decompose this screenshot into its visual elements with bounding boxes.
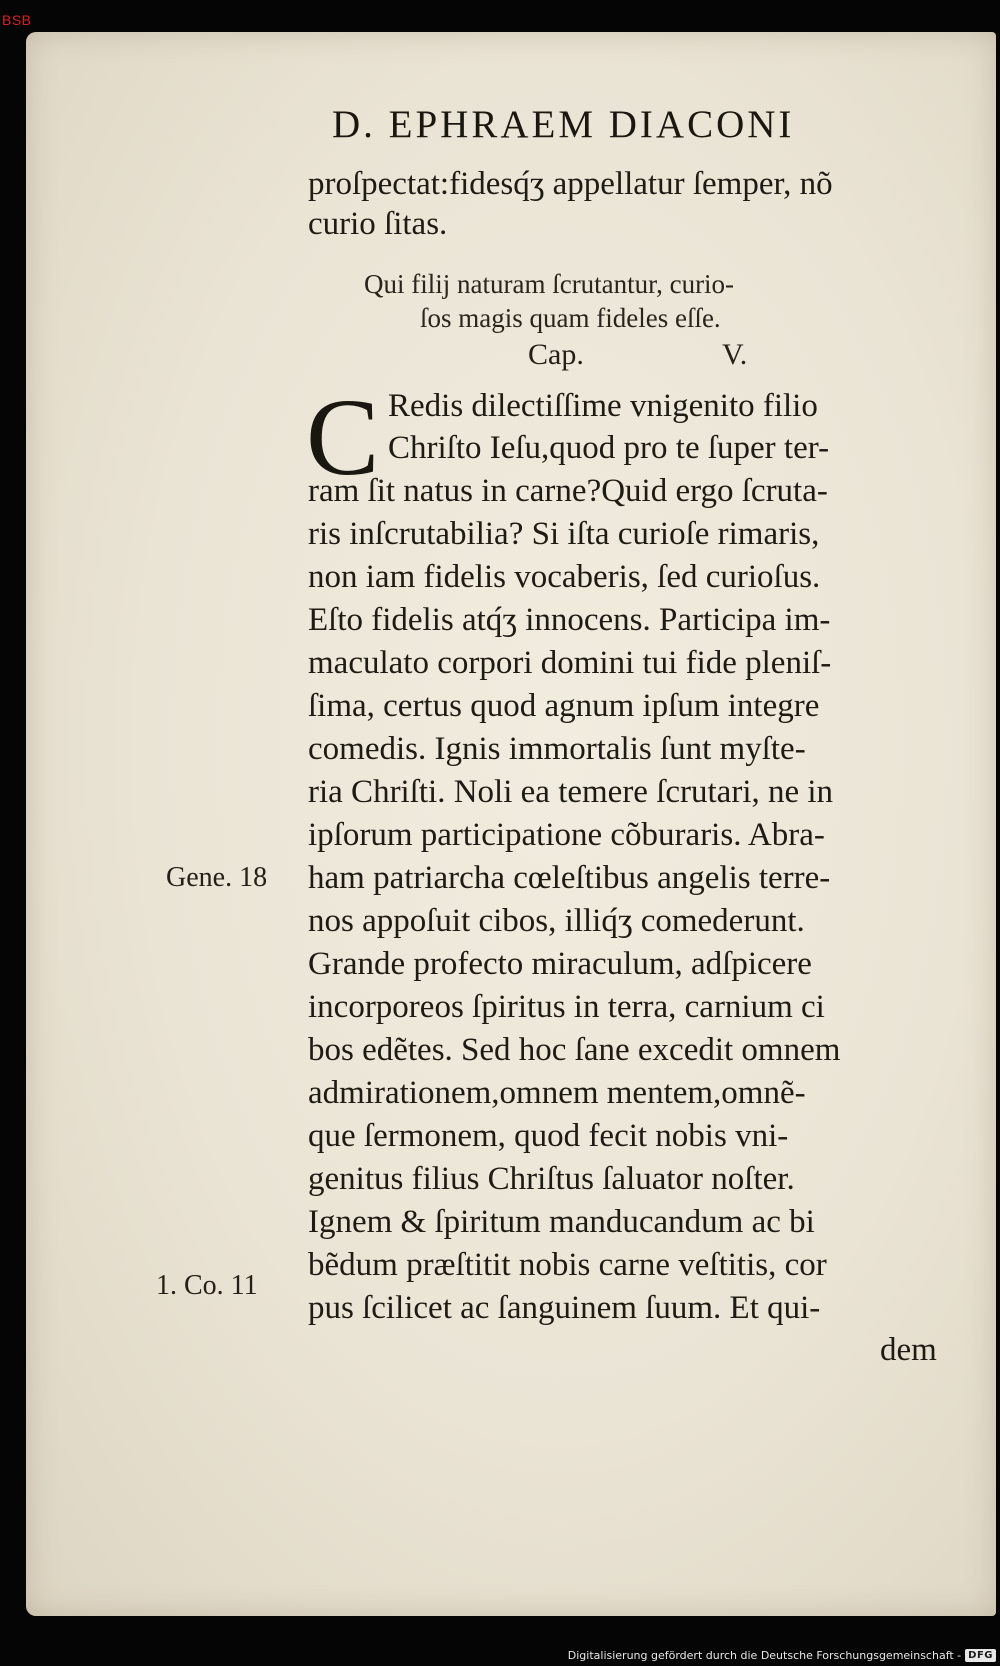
body-line: incorporeos ſpiritus in terra, carnium ci (308, 989, 825, 1025)
body-line: Eſto fidelis atq́ʒ innocens. Participa im- (308, 602, 831, 638)
body-line: bos edẽtes. Sed hoc ſane excedit omnem (308, 1032, 841, 1068)
body-line: maculato corpori domini tui fide pleniſ- (308, 645, 832, 681)
catchword: dem (880, 1332, 937, 1368)
body-line: ipſorum participatione cõburaris. Abra- (308, 817, 825, 853)
intro-line: curio ſitas. (308, 206, 448, 242)
body-line: non iam fidelis vocaberis, ſed curioſus. (308, 559, 821, 595)
body-line: bẽdum præſtitit nobis carne veſtitis, cor (308, 1247, 827, 1283)
library-tag: BSB (2, 12, 32, 28)
body-line: Chriſto Ieſu,quod pro te ſuper ter- (388, 430, 830, 466)
body-line: Grande profecto miraculum, adſpicere (308, 946, 812, 982)
margin-note-genesis: Gene. 18 (166, 862, 268, 893)
chapter-heading-line: ſos magis quam fideles eſſe. (420, 303, 721, 333)
dfg-logo: DFG (965, 1649, 996, 1662)
footer-credit-text: Digitalisierung gefördert durch die Deutsche Forschungsgemeinschaft - (567, 1649, 962, 1662)
body-line: que ſermonem, quod fecit nobis vni- (308, 1118, 789, 1154)
body-line: ſima, certus quod agnum ipſum integre (308, 688, 820, 724)
body-line: admirationem,omnem mentem,omnẽ- (308, 1075, 806, 1111)
body-line: ria Chriſti. Noli ea temere ſcrutari, ne in (308, 774, 834, 810)
body-line: pus ſcilicet ac ſanguinem ſuum. Et qui- (308, 1290, 821, 1326)
body-line: ris inſcrutabilia? Si iſta curioſe rimaris, (308, 516, 820, 552)
page-running-title: D. EPHRAEM DIACONI (332, 103, 795, 146)
body-line: ram ſit natus in carne?Quid ergo ſcruta- (308, 473, 828, 509)
margin-note-corinthians: 1. Co. 11 (156, 1270, 258, 1301)
body-line: nos appoſuit cibos, illiq́ʒ comederunt. (308, 903, 805, 939)
chapter-label: Cap. (528, 338, 584, 371)
drop-cap: C (306, 376, 380, 498)
chapter-number: V. (722, 338, 748, 371)
body-line: genitus filius Chriſtus ſaluator noſter. (308, 1161, 795, 1197)
body-line: Redis dilectiſſime vnigenito filio (388, 388, 818, 424)
body-line: comedis. Ignis immortalis ſunt myſte- (308, 731, 806, 767)
chapter-heading-line: Qui filij naturam ſcrutantur, curio- (364, 269, 735, 299)
intro-line: proſpectat:fidesq́ʒ appellatur ſemper, nõ (308, 166, 833, 202)
body-line: ham patriarcha cœleſtibus angelis terre- (308, 860, 831, 896)
body-line: Ignem & ſpiritum manducandum ac bi (308, 1204, 815, 1240)
footer-credit (568, 1649, 996, 1662)
